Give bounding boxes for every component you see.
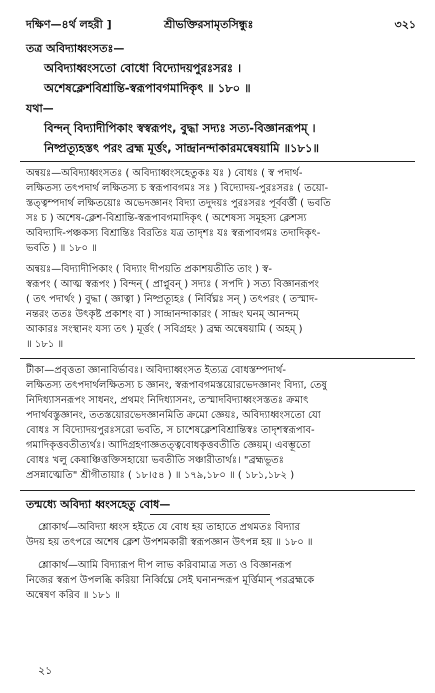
anvaya-line: ভবতি ) ॥ ১৮০ ॥ xyxy=(26,243,97,254)
verse-line: অশেষক্লেশবিশ্রান্তি-স্বরূপাবগমাদিকৃৎ ॥ ১৮০ ॥ xyxy=(44,81,251,95)
divider xyxy=(20,490,415,491)
translation-heading: তন্মধ্যে অবিদ্যা ধ্বংসহেতু বোধ— xyxy=(26,498,171,511)
tika-line: নিদিধ্যাসনরূপং সাধনং, প্রথমং নিদিধ্যাসনং, তস্মাদবিদ্যাধ্বংসস্ততঃ ক্রমাৎ xyxy=(26,395,309,406)
anvaya-line: অন্বয়ঃ—বিদ্যাদীপিকাং ( বিদ্যাং দীপয়তি প্রকাশয়তীতি তাং ) স্ব- xyxy=(26,264,272,275)
tika-line: বোধঃ খলু কেষাঞ্চিত্তক্তিসহায়ো ভবতীতি সঞ্চারীতার্থঃ। "ব্রহ্মভূতঃ xyxy=(26,455,284,466)
tika-line: পদার্থবস্তুজ্ঞানং, ততস্তয়োরভেদজ্ঞানমিতি ক্রমো জ্ঞেয়ঃ, অবিদ্যাধ্বংসতো যো xyxy=(26,410,321,421)
page-footer-signature: ২১ xyxy=(38,664,53,677)
tika-commentary xyxy=(26,363,416,483)
anvaya-line: লক্ষিতস্য তৎপদার্থ লক্ষিতস্য চ স্বরূপাবগমঃ সঃ ) বিদ্যোদয়-পুরঃসরঃ ( তয়ো- xyxy=(26,183,329,194)
tika-line: গমাদিকৃত্তবতীত্যর্থঃ। আদিগ্রহণাজ্ঞতত্ত্ববোধকৃত্তবতীতি জ্ঞেয়ম্। এবম্ভূতো xyxy=(26,440,311,451)
shlokartha-line: শ্লোকার্থ—অবিদ্যা ধ্বংস হইতে যে বোধ হয় তাহাতে প্রথমতঃ বিদ্যার xyxy=(38,522,300,533)
section-yatha xyxy=(26,100,416,158)
anvaya-line: সঃ চ ) অশেষ-ক্লেশ-বিশ্রান্তি-স্বরূপাবগমাদিকৃৎ ( অশেষস্য সমূহস্য ক্লেশস্য xyxy=(26,213,307,224)
anvaya-line: অন্বয়ঃ—অবিদ্যাধ্বংসতঃ ( অবিদ্যাধ্বংসহেতুকঃ যঃ ) বোধঃ ( স্ব পদার্থ- xyxy=(26,168,303,179)
anvaya-block-1 xyxy=(26,166,416,256)
verse-line: অবিদ্যাধ্বংসতো বোধো বিদ্যোদয়পুরঃসরঃ । xyxy=(44,61,242,75)
page-header xyxy=(26,16,416,34)
anvaya-line: আকারঃ সংস্থানং যস্য তৎ ) মূর্ত্তং ( সবিগ্রহং ) ব্রহ্ম অন্বেষয়ামি ( অহম্ ) xyxy=(26,324,303,335)
header-book-title: শ্রীভক্তিরসামৃতসিন্ধুঃ xyxy=(164,18,254,31)
anvaya-block-2 xyxy=(26,262,416,352)
tika-line: বোধঃ স বিদ্যোদয়পুরঃসরো ভবতি, স চাশেষক্লেশবিশ্রান্তিস্বঃ তাদৃশস্বরূপাব- xyxy=(26,425,315,436)
anvaya-line: স্তত্ত্বম্পদার্থ লক্ষিতয়োঃ অভেদজ্ঞানং বিদ্যা তদুদয়ঃ পুরঃসরঃ পূর্ববর্ত্তী ( ভবতি xyxy=(26,198,331,209)
shlokartha-line: উদয় হয় তৎপরে অশেষ ক্লেশ উপশমকারী স্বরূপজ্ঞান উৎপন্ন হয় ॥ ১৮০ ॥ xyxy=(26,537,313,548)
shlokartha-line: শ্লোকার্থ—আমি বিদ্যারূপ দীপ লাভ করিবামাত্র সত্য ও বিজ্ঞানরূপ xyxy=(38,560,292,571)
shlokartha-block-2 xyxy=(26,558,416,603)
anvaya-line: ( তৎ পদার্থং ) বুদ্ধা ( জ্ঞাত্বা ) নিষ্প্রত্যূহঃ ( নির্বিঘ্নঃ সন্ ) তৎপরং ( তস্মাদ- xyxy=(26,294,318,305)
anvaya-line: ॥ ১৮১ ॥ xyxy=(26,339,64,350)
anvaya-line: স্বরূপং ( আত্ম স্বরূপং ) বিন্দন্ ( প্রাপ্নুবন্ ) সদ্যঃ ( সপদি ) সত্য বিজ্ঞানরূপং xyxy=(26,279,319,290)
shlokartha-line: নিজের স্বরূপ উপলব্ধি করিয়া নির্ব্বিঘ্নে সেই ঘনানন্দরূপ মূর্ত্তিমান্ পরব্রহ্মকে xyxy=(26,575,315,586)
section-avidya xyxy=(26,40,416,98)
divider xyxy=(20,358,415,359)
anvaya-line: নন্তরং ততঃ উৎকৃষ্ট প্রকাশং বা ) সান্দ্রানন্দাকারং ( সান্দ্রং ঘনম্ আনন্দম্ xyxy=(26,309,299,320)
tika-line: প্রসন্নাত্মেতি" শ্রীগীতায়াঃ ( ১৮।৫৪ ) ॥ ১৭৯,১৮০ ॥ ( ১৮১,১৮২ ) xyxy=(26,470,295,481)
anvaya-line: অবিদ্যাদি-পঞ্চকস্য বিশ্রান্তিঃ বিরতিঃ যত্র তাদৃশঃ যঃ স্বরূপাবগমঃ তদাদিকৃৎ- xyxy=(26,228,321,239)
verse-line: বিন্দন্ বিদ্যাদীপিকাং স্বস্বরূপং, বুদ্ধা সদ্যঃ সত্য-বিজ্ঞানরূপম্ । xyxy=(44,121,316,135)
tika-line: টীকা—প্রবৃত্ততা জ্ঞানাবির্ভাবঃ। অবিদ্যাধ্বংসত ইত্যত্র বোধস্তম্পদার্থ- xyxy=(26,365,286,376)
heading-underline xyxy=(150,514,270,515)
header-page-number: ৩২১ xyxy=(394,18,416,31)
shlokartha-line: অন্বেষণ করিব ॥ ১৮১ ॥ xyxy=(26,590,120,601)
tika-line: লক্ষিতস্য তৎপদার্থলক্ষিতস্য চ জ্ঞানং, স্বরূপাবগমস্তয়োরভেদজ্ঞানং বিদ্যা, তেষু xyxy=(26,380,327,391)
section-intro: যথা— xyxy=(26,102,54,115)
shlokartha-block-1 xyxy=(26,520,416,550)
verse-line: নিষ্প্রত্যূহস্তৎ পরং ব্রহ্ম মূর্ত্তং, সান্দ্রানন্দাকারমন্বেষয়ামি ॥১৮১॥ xyxy=(44,141,319,155)
divider xyxy=(20,161,415,162)
section-intro: তত্র অবিদ্যাধ্বংসতঃ— xyxy=(26,42,125,55)
header-chapter: দক্ষিণ—৪র্থ লহরী ] xyxy=(26,18,112,31)
